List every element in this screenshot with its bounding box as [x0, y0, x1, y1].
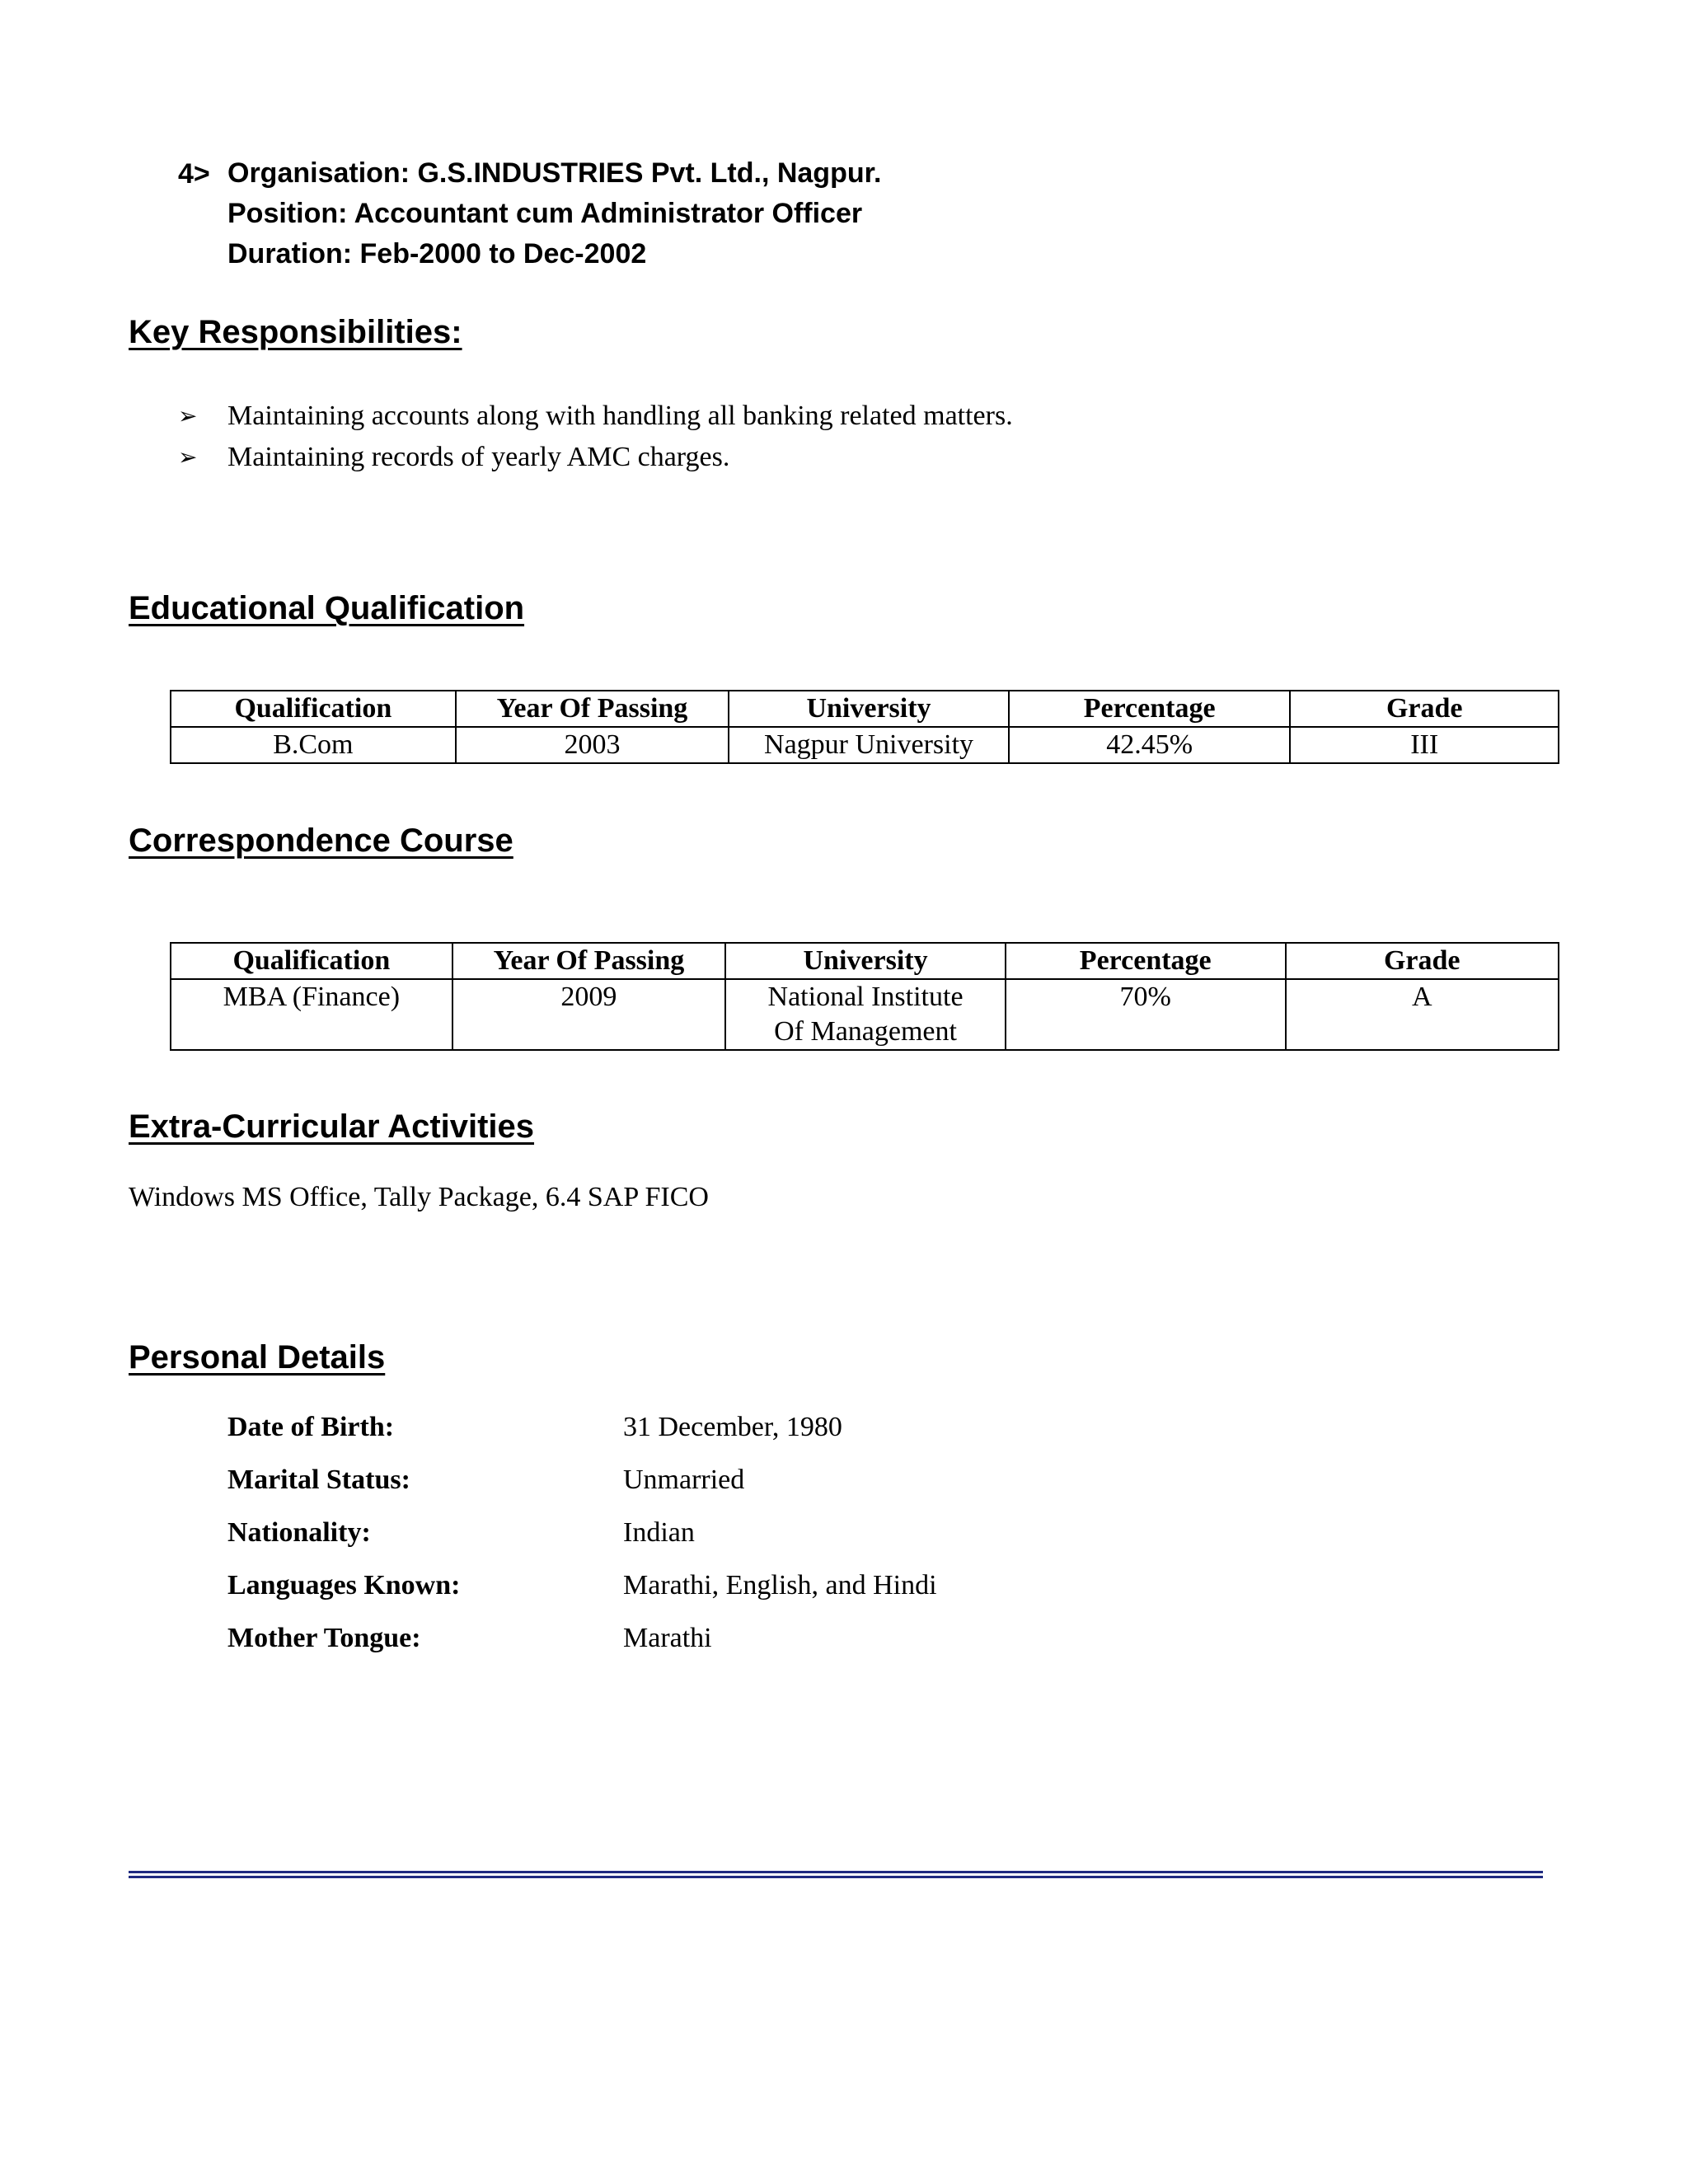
column-header: Grade: [1286, 943, 1559, 979]
table-cell: B.Com: [171, 727, 456, 763]
table-cell: A: [1286, 979, 1559, 1050]
arrow-bullet-icon: ➢: [178, 443, 198, 471]
table-header-row: [171, 691, 1559, 727]
column-header: Year Of Passing: [456, 691, 729, 727]
list-item: [227, 1401, 937, 1454]
organisation-number: 4>: [178, 158, 210, 190]
column-header: Qualification: [171, 943, 452, 979]
list-item-text: Maintaining records of yearly AMC charges.: [227, 442, 730, 472]
column-header: University: [729, 691, 1009, 727]
table-cell: III: [1290, 727, 1559, 763]
column-header: Grade: [1290, 691, 1559, 727]
detail-label: Marital Status:: [227, 1465, 410, 1495]
detail-value: Marathi, English, and Hindi: [623, 1570, 937, 1601]
table-row: [171, 979, 1559, 1050]
personal-details-heading: Personal Details: [129, 1339, 386, 1376]
organisation-block: [227, 153, 881, 274]
organisation-position: Position: Accountant cum Administrator Officer: [227, 198, 863, 229]
table-row: [171, 727, 1559, 763]
column-header: University: [725, 943, 1006, 979]
organisation-name: Organisation: G.S.INDUSTRIES Pvt. Ltd., Nagpur.: [227, 157, 882, 189]
list-item: [178, 396, 1013, 437]
detail-value: Indian: [623, 1517, 695, 1548]
column-header: Percentage: [1006, 943, 1286, 979]
table-cell: 70%: [1006, 979, 1286, 1050]
educational-qualification-table: [170, 690, 1559, 764]
table-cell: Nagpur University: [729, 727, 1009, 763]
table-header-row: [171, 943, 1559, 979]
list-item: [227, 1507, 937, 1559]
column-header: Qualification: [171, 691, 456, 727]
detail-value: Unmarried: [623, 1465, 745, 1495]
list-item-text: Maintaining accounts along with handling all banking related matters.: [227, 401, 1013, 431]
detail-label: Mother Tongue:: [227, 1623, 421, 1653]
table-cell: 2009: [452, 979, 726, 1050]
detail-label: Languages Known:: [227, 1570, 461, 1601]
correspondence-course-table: [170, 942, 1559, 1051]
column-header: Year Of Passing: [452, 943, 726, 979]
column-header: Percentage: [1009, 691, 1291, 727]
list-item: [227, 1612, 937, 1665]
detail-value: Marathi: [623, 1623, 712, 1653]
table-cell: 42.45%: [1009, 727, 1291, 763]
detail-label: Nationality:: [227, 1517, 371, 1548]
organisation-duration: Duration: Feb-2000 to Dec-2002: [227, 238, 647, 269]
list-item: [227, 1559, 937, 1612]
list-item: [178, 437, 1013, 478]
correspondence-course-heading: Correspondence Course: [129, 823, 513, 859]
extra-curricular-text: Windows MS Office, Tally Package, 6.4 SAP FICO: [129, 1182, 709, 1212]
table-cell: MBA (Finance): [171, 979, 452, 1050]
personal-details-list: [227, 1401, 937, 1665]
table-cell: National Institute Of Management: [725, 979, 1006, 1050]
responsibilities-list: [178, 396, 1013, 478]
key-responsibilities-heading: Key Responsibilities:: [129, 314, 462, 350]
detail-label: Date of Birth:: [227, 1412, 395, 1442]
detail-value: 31 December, 1980: [623, 1412, 842, 1442]
list-item: [227, 1454, 937, 1507]
educational-qualification-heading: Educational Qualification: [129, 590, 525, 626]
footer-double-rule: [129, 1871, 1543, 1878]
table-cell: 2003: [456, 727, 729, 763]
arrow-bullet-icon: ➢: [178, 402, 198, 429]
extra-curricular-heading: Extra-Curricular Activities: [129, 1108, 535, 1145]
